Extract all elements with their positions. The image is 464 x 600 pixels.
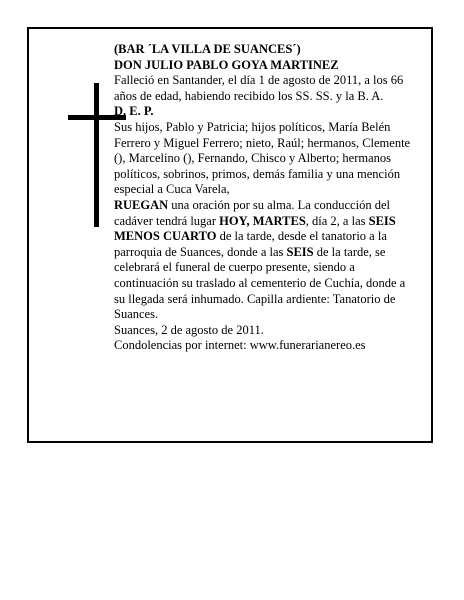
- ruegan-text: una oración por su alma. La conducción del cadáver tendrá lugar: [114, 197, 390, 228]
- funeral-text: de la tarde, se celebrará el funeral de cuerpo presente, siendo a continuación su traslado al cementerio de Cuchía, donde a su llegada será inhumado. Capilla ardiente: Tanatorio de Suances.: [114, 244, 406, 322]
- ruegan-label: RUEGAN: [114, 197, 169, 212]
- ceremony-details: [114, 198, 419, 323]
- notice-heading: (BAR ´LA VILLA DE SUANCES´): [114, 42, 301, 56]
- day-text: , día 2, a las: [305, 213, 369, 228]
- ceremony-time: SEIS MENOS CUARTO: [114, 213, 396, 244]
- condolences-line: Condolencias por internet: www.funerarianereo.es: [114, 338, 366, 353]
- time-text: de la tarde, desde el tanatorio a la parroquia de Suances, donde a las: [114, 229, 387, 259]
- ceremony-day: HOY, MARTES: [219, 213, 306, 228]
- dep-line: D. E. P.: [114, 104, 154, 119]
- funeral-time: SEIS: [286, 244, 314, 259]
- family-list: Sus hijos, Pablo y Patricia; hijos políticos, María Belén Ferrero y Miguel Ferrero; nieto, Raúl; hermanos, Clemente (), Marcelino (), Fernando, Chisco y Alberto; hermanos políticos, sobrinos, primos, demás familia y una mención especial a Cuca Varela,: [114, 119, 411, 197]
- death-info: Falleció en Santander, el día 1 de agosto de 2011, a los 66 años de edad, habiendo recibido los SS. SS. y la B. A.: [114, 73, 404, 103]
- obituary-text: [114, 42, 419, 354]
- deceased-name: DON JULIO PABLO GOYA MARTINEZ: [114, 57, 339, 72]
- date-line: Suances, 2 de agosto de 2011.: [114, 322, 264, 337]
- cross-icon: [94, 83, 99, 227]
